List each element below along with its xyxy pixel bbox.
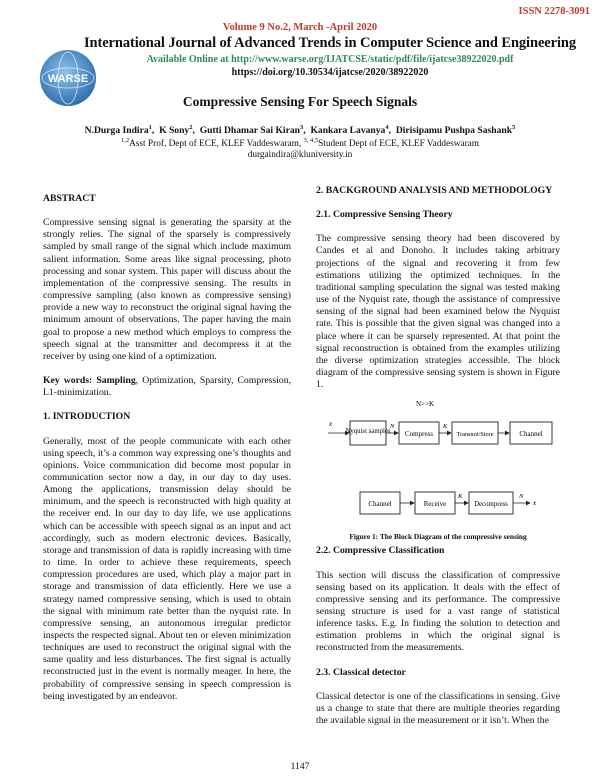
author-name: K Sony <box>159 125 190 137</box>
author-name: Kankara Lavanya <box>310 125 386 137</box>
subsection-2-1-heading: 2.1. Compressive Sensing Theory <box>316 209 453 221</box>
available-online-link[interactable]: Available Online at http://www.warse.org/IJATCSE/static/pdf/file/ijatcse38922020.pdf <box>146 54 514 65</box>
label-x-output: x <box>533 499 537 508</box>
affiliation: $^{1,2}$Asst Prof, Dept of ECE, KLEF Vaddeswaram, $^{3, 4,5}$Student Dept of ECE, KLEF Vaddeswaram <box>120 137 480 150</box>
label-x-input: x <box>329 420 333 429</box>
figure-1 <box>316 395 560 541</box>
block-decompress-label: Decompress <box>474 501 508 509</box>
introduction-text: Generally, most of the people communicate with each other using speech, it’s a common way expressing one’s thoughts and opinions. Voice communication did become most popular in communication sector now a day, in our day to day uses. Among the applications, transmission delay should be minimum, and the speech is reconstructed with high quality at the receiver end. In our day to day life, we use applications which can be accessible with speech signal as an input and act accordingly, such as modern electronic devices. Basically, storage and transmission of data is rapidly increasing with time to time. In order to achieve these requirements, speech compression procedures are used, which play a major part in storage and transmission of data efficiently. Here we use a strategy named compressive sensing, which is used to obtain the signal with minimum rate better than the nyquist rate. In compressive sensing, an autonomous irregular predictor inspects the respected signal. About ten or eleven minimization techniques are used to reconstruct the original signal with the same quality and less disturbances. The first signal is actually reconstructed just in the event is normally meager. In here, the probability of compressive sensing in speech compression is being investigated by an endeavor. <box>43 435 291 702</box>
label-n-much-greater-k: N>>K <box>416 400 435 409</box>
author-name: N.Durga Indira <box>84 125 149 137</box>
section2-heading: 2. BACKGROUND ANALYSIS AND METHODOLOGY <box>316 185 553 196</box>
subsection-2-3-heading: 2.3. Classical detector <box>316 666 406 678</box>
block-channel-bottom-label: Channel <box>368 500 392 509</box>
abstract-text: Compressive sensing signal is generating the sparsity at the strongly relies. The signal of the sparsely is compressively sampled by small range of the signal which include maximum salient information. Some areas like signal processing, photo processing and sonar system. This paper will discuss about the implementation of the compressive sensing. The results in compressive sampling (also known as compressive sensing) provide a new way to reconstruct the original signal having the minimum amount of observations. The paper having the main goal to propose a new method which employs to compress the speech signal at the transmitter and decompress it at the receiver by using one kind of a optimization. <box>43 217 291 362</box>
block-transmit-store-label: Transmit/Store <box>456 431 494 439</box>
block-nyquist-samples-label: Nyquist samples <box>345 428 391 436</box>
paper-title: Compressive Sensing For Speech Signals <box>182 94 418 109</box>
subsection-2-1-text: The compressive sensing theory had been discovered by Candes et al and Donoho. It includes taking arbitrary projections of the signal and recovering it from few estimations utilizing the optimized techniques. In the traditional sampling speculation the signal was tested making use of the Nyquist rate, though the assistance of compressive sensing of the signal had been examined below the Nyquist rate. This is possible that the given signal was changed into a place where it can be sparsely represented. At that point the signal reconstruction is obtained from the examples utilizing the diverse optimization strategies accessible. The block diagram of the compressive sensing system is shown in Figure 1. <box>316 233 560 391</box>
subsection-2-2-text: This section will discuss the classification of compressive sensing based on its application. It deals with the effect of compressive sensing and its performance. The compressive sensing structure is used for a vast range of statistical inference tasks. E.g. In finding the solution to detection and estimation problems in which the original signal is reconstructed from the measurements. <box>316 569 560 654</box>
figure-caption: Figure 1: The Block Diagram of the compressive sensing <box>349 532 527 542</box>
author-name: Gutti Dhamar Sai Kiran <box>199 125 300 137</box>
block-receive-label: Receive <box>423 500 447 509</box>
block-channel-top-label: Channel <box>519 430 543 439</box>
issn: ISSN 2278-3091 <box>518 6 590 17</box>
right-column <box>316 185 560 727</box>
keywords: Key words: Sampling, Optimization, Sparsity, Compression, L1-minimization. <box>43 375 292 399</box>
author-list: N.Durga Indira$^1$, K Sony$^2$, Gutti Dhamar Sai Kiran$^3$, Kankara Lavanya$^4$, Dirisipamu Pushpa Sashank$^5$ <box>84 124 516 137</box>
subsection-2-2-heading: 2.2. Compressive Classification <box>316 545 445 557</box>
doi-link[interactable]: https://doi.org/10.30534/ijatcse/2020/38922020 <box>231 67 429 78</box>
label-k-top: K <box>443 423 448 431</box>
author-name: Dirisipamu Pushpa Sashank <box>395 125 513 137</box>
left-column <box>43 193 291 703</box>
volume-info: Volume 9 No.2, March -April 2020 <box>222 22 378 33</box>
logo-text: WARSE <box>47 73 89 85</box>
journal-title: International Journal of Advanced Trends in Computer Science and Engineering <box>83 35 577 51</box>
label-k-bottom: K <box>458 493 463 501</box>
label-n-bottom: N <box>519 493 524 501</box>
block-compress-label: Compress <box>405 430 433 439</box>
block-diagram <box>316 395 560 527</box>
subsection-2-3-text: Classical detector is one of the classifications in sensing. Give us a change to state that there are multiple theories regarding the available signal in the measurement or it isn’t. When the <box>316 690 560 727</box>
label-n-top: N <box>390 423 395 431</box>
abstract-heading: ABSTRACT <box>43 193 96 204</box>
page-number: 1147 <box>290 762 310 772</box>
introduction-heading: 1. INTRODUCTION <box>43 411 131 423</box>
author-email[interactable]: durgaindira@kluniversity.in <box>247 150 353 160</box>
